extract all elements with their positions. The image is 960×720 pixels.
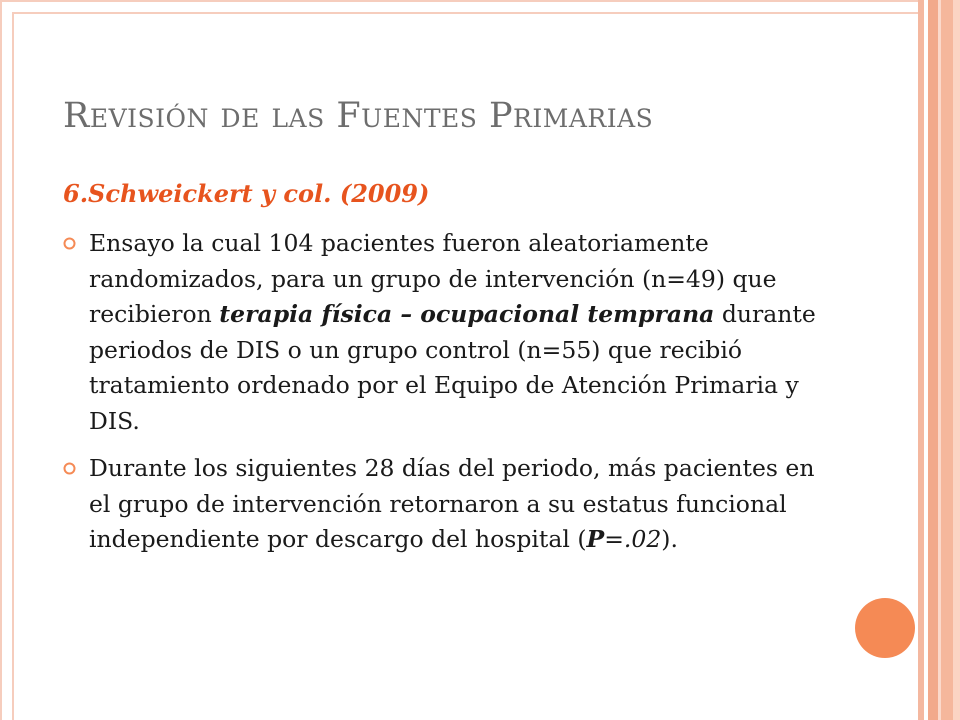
bullet-text: Durante los siguientes 28 días del periodo, más pacientes en el grupo de intervención retornaron a su estatus funcional independiente por descargo del hospital ( [89, 454, 815, 553]
bullet-text: durante periodos de DIS o un grupo control (n=55) que recibió tratamiento ordenado por el Equipo de Atención Primaria y DIS. [89, 300, 816, 435]
ring-bullet-icon [63, 237, 76, 250]
emphasis-text: terapia física – ocupacional temprana [219, 300, 715, 328]
bullet-list [63, 226, 823, 570]
slide-title: Revisión de las Fuentes Primarias [63, 96, 654, 136]
bullet-text: Ensayo la cual 104 pacientes fueron aleatoriamente randomizados, para un grupo de intervención (n=49) que recibieron [89, 229, 777, 328]
frame-inner-left-line [12, 12, 14, 720]
study-subheading: 6.Schweickert y col. (2009) [63, 179, 430, 208]
bullet-item-outcome [63, 451, 823, 558]
ring-bullet-icon [63, 462, 76, 475]
decor-stripe [941, 0, 953, 720]
p-value: =.02 [604, 525, 662, 553]
bullet-text: ). [661, 525, 678, 553]
bullet-item-trial [63, 226, 823, 439]
decor-stripe [953, 0, 960, 720]
p-label: P [586, 525, 605, 553]
accent-circle [855, 598, 915, 658]
frame-inner-top-line [12, 12, 918, 14]
decor-stripe [928, 0, 938, 720]
